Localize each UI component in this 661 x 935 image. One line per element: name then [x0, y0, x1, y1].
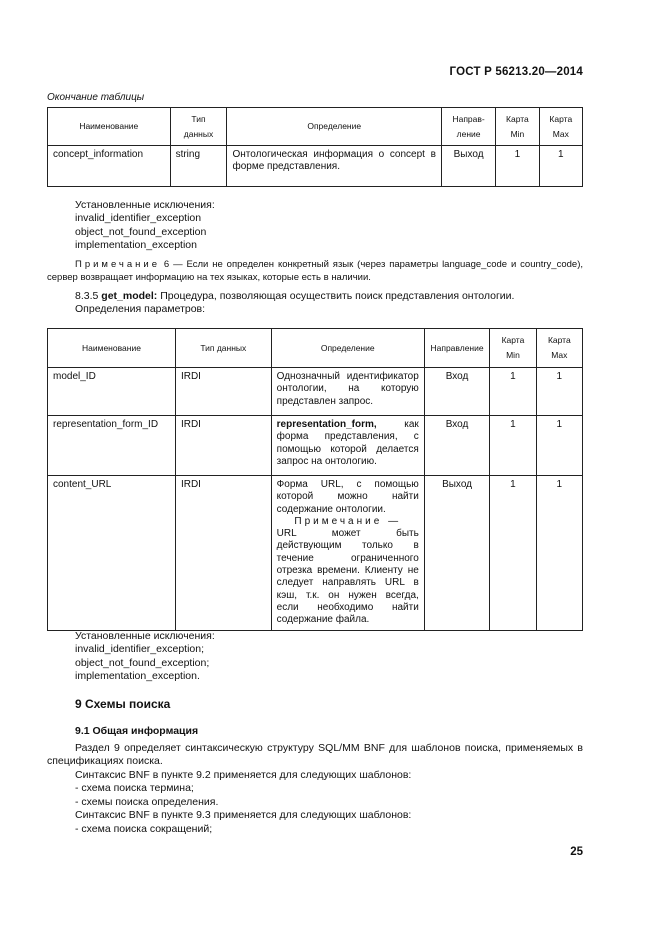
- table-caption: Окончание таблицы: [47, 92, 145, 103]
- table1-cell-min: 1: [496, 146, 539, 187]
- exception-item: object_not_found_exception;: [75, 656, 210, 669]
- section-9-1-title: 9.1 Общая информация: [75, 725, 199, 737]
- exception-item: implementation_exception.: [75, 670, 200, 683]
- exception-item: implementation_exception: [75, 239, 197, 252]
- section-number: 8.3.5: [75, 290, 99, 302]
- note-text: — Если не определен конкретный язык (через параметры language_code и country_code), сервер возвращает информацию на тех языках, которые есть в наличии.: [47, 259, 583, 283]
- page-number: 25: [570, 846, 583, 858]
- exception-item: invalid_identifier_exception;: [75, 643, 204, 656]
- list-item: - схема поиска сокращений;: [75, 822, 213, 835]
- procedure-name: get_model:: [101, 290, 158, 302]
- table2-row1-min: 1: [490, 368, 536, 416]
- note-number: 6: [163, 259, 170, 270]
- table1-cell-name: concept_information: [48, 146, 171, 187]
- table2-row3-max: 1: [536, 476, 582, 631]
- table2-row2-min: 1: [490, 416, 536, 476]
- table1-header-max: Карта Max: [539, 108, 582, 146]
- exception-item: object_not_found_exception: [75, 225, 207, 238]
- table2-row2-direction: Вход: [424, 416, 489, 476]
- list-item: - схемы поиска определения.: [75, 795, 219, 808]
- table2-row1-type: IRDI: [175, 368, 271, 416]
- table2-row3-direction: Выход: [424, 476, 489, 631]
- table1-cell-type: string: [170, 146, 227, 187]
- table1-header-type: Тип данных: [170, 108, 227, 146]
- table1-cell-max: 1: [539, 146, 582, 187]
- document-header: ГОСТ Р 56213.20—2014: [449, 66, 583, 78]
- table1-header-min: Карта Min: [496, 108, 539, 146]
- exceptions-title: Установленные исключения:: [75, 630, 215, 642]
- table1-header-definition: Определение: [227, 108, 442, 146]
- section-9-para1: Раздел 9 определяет синтаксическую структуру SQL/MM BNF для шаблонов поиска, применяемых в спецификациях поиска.: [47, 742, 583, 768]
- list-item: - схема поиска термина;: [75, 782, 194, 795]
- table2-row3-definition: Форма URL, с помощью которой можно найти содержание онтологии. Примечание — URL может быть действующим только в течение ограниченного отрезка времени. Клиенту не следует направлять URL в кэш, т.к. он нужен всегда, если необходимо найти содержание файла.: [271, 476, 424, 631]
- table2-header-direction: Направление: [424, 329, 489, 368]
- table2-header-name: Наименование: [48, 329, 176, 368]
- params-title: Определения параметров:: [75, 303, 206, 316]
- exceptions-list-2: [75, 630, 215, 684]
- exceptions-list-1: [75, 199, 215, 253]
- table2-row1-max: 1: [536, 368, 582, 416]
- table2-row2-max: 1: [536, 416, 582, 476]
- table2-row2-type: IRDI: [175, 416, 271, 476]
- exception-item: invalid_identifier_exception: [75, 212, 202, 225]
- section-9-body: [75, 769, 585, 836]
- table2-row1-name: model_ID: [48, 368, 176, 416]
- table2-row3-type: IRDI: [175, 476, 271, 631]
- table2-header-min: Карта Min: [490, 329, 536, 368]
- table2-row3-name: content_URL: [48, 476, 176, 631]
- section-9-title: 9 Схемы поиска: [75, 697, 171, 711]
- note-label: Примечание: [75, 259, 160, 270]
- table1-header-name: Наименование: [48, 108, 171, 146]
- table2-header-type: Тип данных: [175, 329, 271, 368]
- cell-note-text: URL может быть действующим только в течение ограниченного отрезка времени. Клиенту не следует направлять URL в кэш, т.к. он нужен всегда, если необходимо найти содержание файла.: [276, 528, 419, 626]
- bnf-line-2: Синтаксис BNF в пункте 9.3 применяется для следующих шаблонов:: [75, 809, 412, 822]
- parameters-table: [47, 328, 583, 631]
- section-8-3-5: [75, 290, 585, 317]
- table2-row1-definition: Однозначный идентификатор онтологии, на которую представлен запрос.: [271, 368, 424, 416]
- table-continuation: [47, 107, 583, 187]
- table1-cell-definition: Онтологическая информация о concept в форме представления.: [227, 146, 442, 187]
- table1-header-direction: Направ- ление: [441, 108, 495, 146]
- table2-row2-definition: representation_form, как форма представления, с помощью которой делается запрос на онтологию.: [271, 416, 424, 476]
- table1-cell-direction: Выход: [441, 146, 495, 187]
- exceptions-title: Установленные исключения:: [75, 199, 215, 211]
- table2-row2-name: representation_form_ID: [48, 416, 176, 476]
- section-text: Процедура, позволяющая осуществить поиск представления онтологии.: [160, 290, 515, 302]
- table2-header-max: Карта Max: [536, 329, 582, 368]
- bnf-line-1: Синтаксис BNF в пункте 9.2 применяется для следующих шаблонов:: [75, 769, 412, 781]
- table2-row1-direction: Вход: [424, 368, 489, 416]
- table2-row3-min: 1: [490, 476, 536, 631]
- note-6: [47, 258, 583, 284]
- definition-term: representation_form,: [276, 419, 377, 430]
- table2-header-definition: Определение: [271, 329, 424, 368]
- cell-note-label: Примечание —: [294, 515, 402, 527]
